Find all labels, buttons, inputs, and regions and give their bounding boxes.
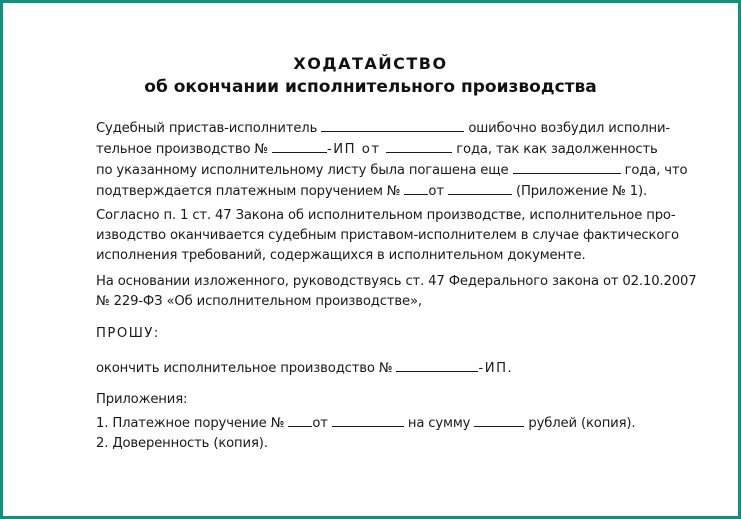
text: 2. Доверенность (копия). <box>96 436 268 451</box>
text: ошибочно возбудил исполни- <box>468 121 670 136</box>
paragraph2-line3: исполнения требований, содержащихся в исполнительном документе. <box>96 248 586 263</box>
blank-case-number[interactable] <box>272 140 327 153</box>
paragraph3-line2: № 229-ФЗ «Об исполнительном производстве», <box>96 294 422 309</box>
blank-attachment-order-date[interactable] <box>332 414 404 427</box>
paragraph3-line1: На основании изложенного, руководствуясь ст. 47 Федерального закона от 02.10.2007 <box>96 274 697 289</box>
text: окончить исполнительное производство № <box>96 361 397 376</box>
blank-attachment-amount[interactable] <box>474 414 524 427</box>
blank-payment-order-number[interactable] <box>404 182 428 195</box>
paragraph1-line1 <box>96 119 670 137</box>
attachments-heading: Приложения: <box>96 392 188 407</box>
text: года, так как задолженность <box>456 142 658 157</box>
attachment-item-2 <box>96 436 268 452</box>
text: на сумму <box>407 416 475 431</box>
text: 1. Платежное поручение № <box>96 416 289 431</box>
text: (Приложение № 1). <box>515 184 648 199</box>
text: от <box>312 416 332 431</box>
paragraph2-line2: изводство оканчивается судебным приставом-исполнителем в случае фактического <box>96 228 679 243</box>
paragraph1-line2 <box>96 140 658 158</box>
blank-payoff-date[interactable] <box>513 161 621 174</box>
text: от <box>428 184 448 199</box>
text: подтверждается платежным поручением № <box>96 184 405 199</box>
request-line <box>96 359 513 377</box>
blank-payment-order-date[interactable] <box>448 182 512 195</box>
blank-request-case-number[interactable] <box>396 359 478 372</box>
text: года, что <box>624 163 688 178</box>
paragraph1-line3 <box>96 161 687 179</box>
blank-case-date[interactable] <box>386 140 452 153</box>
document-subtitle: об окончании исполнительного производства <box>144 77 597 97</box>
text: по указанному исполнительному листу была погашена еще <box>96 163 513 178</box>
attachment-item-1 <box>96 414 635 432</box>
request-heading: ПРОШУ: <box>96 326 160 341</box>
blank-attachment-order-number[interactable] <box>288 414 312 427</box>
blank-bailiff-name[interactable] <box>321 119 464 132</box>
document-title: ХОДАТАЙСТВО <box>293 54 448 73</box>
text: -ИП. <box>478 361 514 376</box>
text: тельное производство № <box>96 142 273 157</box>
paragraph2-line1: Согласно п. 1 ст. 47 Закона об исполнительном производстве, исполнительное про- <box>96 208 676 223</box>
paragraph1-line4 <box>96 182 647 200</box>
text: рублей (копия). <box>528 416 636 431</box>
text: Судебный пристав-исполнитель <box>96 121 322 136</box>
text: -ИП от <box>327 142 387 157</box>
